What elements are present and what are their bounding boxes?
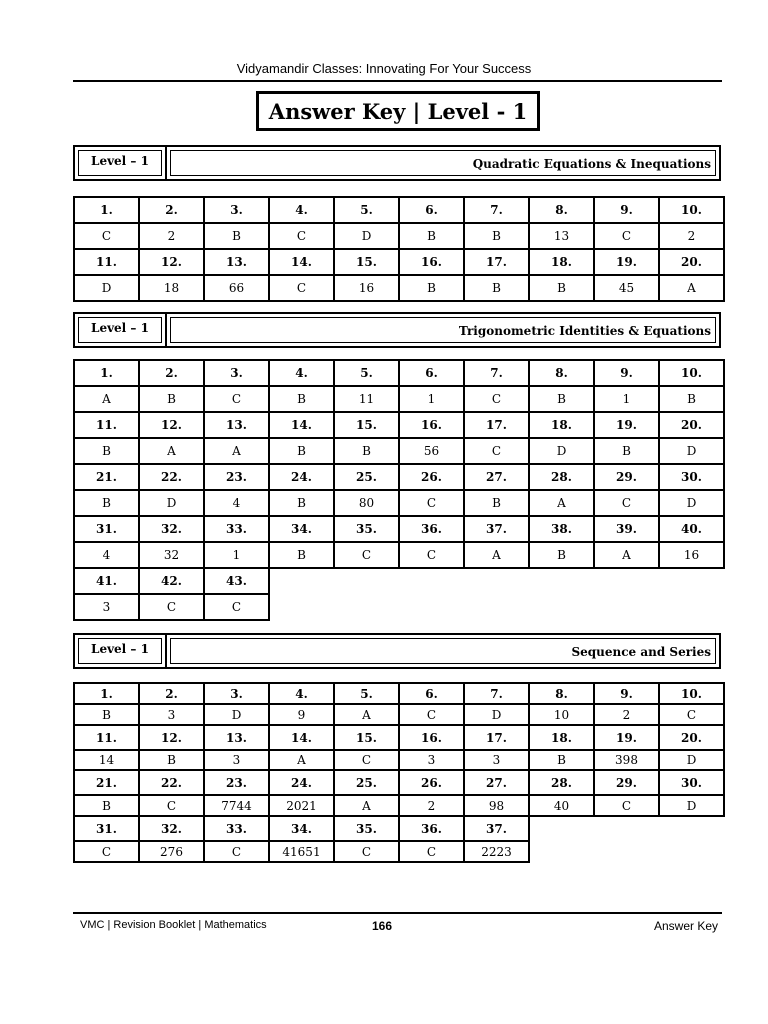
answer-cell: C bbox=[594, 795, 659, 816]
answer-grid-sequence bbox=[73, 682, 725, 863]
answer-cell: C bbox=[269, 275, 334, 301]
question-number-cell: 33. bbox=[204, 816, 269, 841]
answer-cell: D bbox=[334, 223, 399, 249]
topic-label: Trigonometric Identities & Equations bbox=[458, 324, 711, 338]
question-number-cell: 6. bbox=[399, 683, 464, 704]
answer-cell: C bbox=[204, 594, 269, 620]
page-header: Vidyamandir Classes: Innovating For Your Success bbox=[236, 61, 532, 76]
question-number-cell: 28. bbox=[529, 464, 594, 490]
answer-cell: B bbox=[529, 750, 594, 770]
question-number-cell: 15. bbox=[334, 725, 399, 750]
question-number-cell: 24. bbox=[269, 770, 334, 795]
answer-grid-trigonometric bbox=[73, 359, 725, 621]
question-number-cell: 1. bbox=[74, 683, 139, 704]
answer-cell: C bbox=[334, 750, 399, 770]
answer-cell: 2 bbox=[594, 704, 659, 725]
answer-cell: 56 bbox=[399, 438, 464, 464]
question-number-cell: 34. bbox=[269, 816, 334, 841]
answer-row bbox=[74, 386, 724, 412]
question-number-cell: 5. bbox=[334, 197, 399, 223]
answer-row bbox=[74, 750, 724, 770]
question-number-cell: 19. bbox=[594, 725, 659, 750]
answer-cell: D bbox=[204, 704, 269, 725]
question-number-cell: 39. bbox=[594, 516, 659, 542]
answer-cell: 3 bbox=[464, 750, 529, 770]
answer-cell: 4 bbox=[74, 542, 139, 568]
question-number-cell: 42. bbox=[139, 568, 204, 594]
section-header-quadratic bbox=[73, 145, 721, 181]
question-number-cell: 2. bbox=[139, 683, 204, 704]
footer-booklet: VMC | Revision Booklet | Mathematics bbox=[80, 919, 267, 931]
question-number-cell: 18. bbox=[529, 249, 594, 275]
question-number-cell: 4. bbox=[269, 683, 334, 704]
answer-cell: 2 bbox=[139, 223, 204, 249]
question-number-cell: 13. bbox=[204, 412, 269, 438]
answer-cell: D bbox=[139, 490, 204, 516]
answer-cell: 10 bbox=[529, 704, 594, 725]
question-number-cell: 14. bbox=[269, 725, 334, 750]
answer-row bbox=[74, 223, 724, 249]
answer-cell: B bbox=[334, 438, 399, 464]
answer-cell: 13 bbox=[529, 223, 594, 249]
footer-rule bbox=[73, 912, 722, 914]
answer-cell: C bbox=[399, 704, 464, 725]
answer-cell: C bbox=[594, 223, 659, 249]
question-number-cell: 35. bbox=[334, 816, 399, 841]
question-number-cell: 8. bbox=[529, 360, 594, 386]
answer-cell: B bbox=[464, 275, 529, 301]
question-number-cell: 17. bbox=[464, 725, 529, 750]
question-number-cell: 15. bbox=[334, 249, 399, 275]
question-number-row bbox=[74, 683, 724, 704]
answer-cell: C bbox=[594, 490, 659, 516]
question-number-cell: 25. bbox=[334, 770, 399, 795]
answer-cell: A bbox=[594, 542, 659, 568]
answer-cell: 3 bbox=[74, 594, 139, 620]
answer-cell: C bbox=[74, 841, 139, 862]
question-number-cell: 22. bbox=[139, 770, 204, 795]
question-number-cell: 17. bbox=[464, 412, 529, 438]
answer-cell: C bbox=[204, 386, 269, 412]
question-number-cell: 4. bbox=[269, 197, 334, 223]
answer-cell: B bbox=[74, 490, 139, 516]
question-number-cell: 41. bbox=[74, 568, 139, 594]
answer-cell: 1 bbox=[204, 542, 269, 568]
level-label: Level – 1 bbox=[91, 642, 149, 656]
question-number-cell: 20. bbox=[659, 725, 724, 750]
question-number-cell: 17. bbox=[464, 249, 529, 275]
question-number-cell: 11. bbox=[74, 249, 139, 275]
question-number-cell: 20. bbox=[659, 412, 724, 438]
question-number-cell: 16. bbox=[399, 249, 464, 275]
answer-cell: 14 bbox=[74, 750, 139, 770]
answer-cell: 3 bbox=[204, 750, 269, 770]
answer-cell: C bbox=[334, 542, 399, 568]
answer-cell: D bbox=[659, 750, 724, 770]
answer-cell: 9 bbox=[269, 704, 334, 725]
question-number-cell: 26. bbox=[399, 464, 464, 490]
answer-cell: 398 bbox=[594, 750, 659, 770]
question-number-cell: 12. bbox=[139, 249, 204, 275]
answer-cell: B bbox=[659, 386, 724, 412]
answer-row bbox=[74, 841, 724, 862]
answer-cell: B bbox=[204, 223, 269, 249]
answer-cell: D bbox=[659, 490, 724, 516]
answer-cell: 16 bbox=[659, 542, 724, 568]
answer-cell: 4 bbox=[204, 490, 269, 516]
answer-cell: A bbox=[74, 386, 139, 412]
question-number-row bbox=[74, 412, 724, 438]
answer-cell: C bbox=[659, 704, 724, 725]
question-number-cell: 23. bbox=[204, 464, 269, 490]
question-number-row bbox=[74, 249, 724, 275]
answer-row bbox=[74, 438, 724, 464]
answer-cell: B bbox=[139, 750, 204, 770]
question-number-cell: 27. bbox=[464, 464, 529, 490]
question-number-cell: 11. bbox=[74, 725, 139, 750]
question-number-cell: 5. bbox=[334, 360, 399, 386]
question-number-cell: 16. bbox=[399, 412, 464, 438]
question-number-cell: 40. bbox=[659, 516, 724, 542]
question-number-cell: 10. bbox=[659, 683, 724, 704]
answer-cell: 16 bbox=[334, 275, 399, 301]
answer-cell: D bbox=[464, 704, 529, 725]
question-number-row bbox=[74, 360, 724, 386]
topic-label: Quadratic Equations & Inequations bbox=[472, 157, 711, 171]
answer-cell: D bbox=[659, 795, 724, 816]
question-number-row bbox=[74, 816, 724, 841]
question-number-cell: 43. bbox=[204, 568, 269, 594]
answer-cell: A bbox=[204, 438, 269, 464]
answer-cell: C bbox=[139, 795, 204, 816]
answer-cell: C bbox=[399, 542, 464, 568]
question-number-cell: 38. bbox=[529, 516, 594, 542]
answer-row bbox=[74, 704, 724, 725]
question-number-cell: 33. bbox=[204, 516, 269, 542]
question-number-row bbox=[74, 725, 724, 750]
question-number-row bbox=[74, 464, 724, 490]
question-number-cell: 14. bbox=[269, 249, 334, 275]
answer-cell: A bbox=[334, 795, 399, 816]
answer-cell: 2223 bbox=[464, 841, 529, 862]
question-number-cell: 21. bbox=[74, 770, 139, 795]
question-number-cell: 18. bbox=[529, 412, 594, 438]
question-number-cell: 13. bbox=[204, 249, 269, 275]
question-number-cell: 21. bbox=[74, 464, 139, 490]
question-number-cell: 9. bbox=[594, 197, 659, 223]
question-number-row bbox=[74, 568, 724, 594]
question-number-cell: 31. bbox=[74, 816, 139, 841]
page-title: Answer Key | Level - 1 bbox=[268, 98, 528, 124]
question-number-cell: 12. bbox=[139, 725, 204, 750]
answer-cell: A bbox=[659, 275, 724, 301]
question-number-cell: 19. bbox=[594, 412, 659, 438]
answer-cell: B bbox=[269, 386, 334, 412]
answer-cell: B bbox=[74, 438, 139, 464]
question-number-cell: 22. bbox=[139, 464, 204, 490]
section-header-trigonometric bbox=[73, 312, 721, 348]
question-number-cell: 14. bbox=[269, 412, 334, 438]
question-number-cell: 34. bbox=[269, 516, 334, 542]
answer-cell: 2 bbox=[399, 795, 464, 816]
answer-cell: D bbox=[74, 275, 139, 301]
question-number-cell: 8. bbox=[529, 683, 594, 704]
question-number-row bbox=[74, 197, 724, 223]
question-number-cell: 29. bbox=[594, 464, 659, 490]
answer-cell: B bbox=[269, 438, 334, 464]
question-number-cell: 7. bbox=[464, 683, 529, 704]
question-number-cell: 4. bbox=[269, 360, 334, 386]
answer-cell: C bbox=[269, 223, 334, 249]
answer-cell: B bbox=[74, 704, 139, 725]
answer-row bbox=[74, 490, 724, 516]
topic-label: Sequence and Series bbox=[571, 645, 711, 659]
question-number-cell: 19. bbox=[594, 249, 659, 275]
answer-cell: B bbox=[529, 275, 594, 301]
answer-row bbox=[74, 795, 724, 816]
answer-cell: B bbox=[269, 490, 334, 516]
answer-cell: A bbox=[334, 704, 399, 725]
answer-cell: C bbox=[399, 841, 464, 862]
question-number-cell: 36. bbox=[399, 516, 464, 542]
question-number-cell: 1. bbox=[74, 197, 139, 223]
answer-cell: 2 bbox=[659, 223, 724, 249]
answer-cell: C bbox=[204, 841, 269, 862]
answer-cell: 80 bbox=[334, 490, 399, 516]
answer-row bbox=[74, 594, 724, 620]
question-number-cell: 3. bbox=[204, 197, 269, 223]
answer-cell: B bbox=[594, 438, 659, 464]
question-number-cell: 30. bbox=[659, 770, 724, 795]
question-number-cell: 8. bbox=[529, 197, 594, 223]
answer-grid-quadratic bbox=[73, 196, 725, 302]
question-number-cell: 23. bbox=[204, 770, 269, 795]
question-number-cell: 27. bbox=[464, 770, 529, 795]
question-number-row bbox=[74, 770, 724, 795]
question-number-cell: 16. bbox=[399, 725, 464, 750]
answer-cell: 45 bbox=[594, 275, 659, 301]
answer-cell: C bbox=[399, 490, 464, 516]
answer-row bbox=[74, 275, 724, 301]
question-number-cell: 10. bbox=[659, 360, 724, 386]
answer-cell: C bbox=[464, 386, 529, 412]
footer-answer-key: Answer Key bbox=[653, 919, 718, 933]
answer-cell: 41651 bbox=[269, 841, 334, 862]
answer-cell: B bbox=[269, 542, 334, 568]
question-number-cell: 6. bbox=[399, 360, 464, 386]
section-header-sequence bbox=[73, 633, 721, 669]
answer-cell: 40 bbox=[529, 795, 594, 816]
header-rule bbox=[73, 80, 722, 82]
question-number-cell: 3. bbox=[204, 683, 269, 704]
answer-cell: 66 bbox=[204, 275, 269, 301]
answer-cell: 18 bbox=[139, 275, 204, 301]
answer-cell: B bbox=[399, 223, 464, 249]
question-number-cell: 31. bbox=[74, 516, 139, 542]
answer-cell: A bbox=[464, 542, 529, 568]
question-number-cell: 11. bbox=[74, 412, 139, 438]
question-number-cell: 6. bbox=[399, 197, 464, 223]
answer-cell: C bbox=[464, 438, 529, 464]
answer-cell: 2021 bbox=[269, 795, 334, 816]
question-number-cell: 30. bbox=[659, 464, 724, 490]
question-number-cell: 37. bbox=[464, 516, 529, 542]
question-number-row bbox=[74, 516, 724, 542]
answer-cell: A bbox=[529, 490, 594, 516]
answer-cell: B bbox=[529, 542, 594, 568]
question-number-cell: 13. bbox=[204, 725, 269, 750]
question-number-cell: 15. bbox=[334, 412, 399, 438]
answer-cell: B bbox=[464, 223, 529, 249]
answer-cell: 3 bbox=[139, 704, 204, 725]
question-number-cell: 18. bbox=[529, 725, 594, 750]
answer-cell: 7744 bbox=[204, 795, 269, 816]
question-number-cell: 25. bbox=[334, 464, 399, 490]
level-label: Level – 1 bbox=[91, 154, 149, 168]
answer-cell: 276 bbox=[139, 841, 204, 862]
question-number-cell: 32. bbox=[139, 816, 204, 841]
question-number-cell: 35. bbox=[334, 516, 399, 542]
answer-cell: 1 bbox=[594, 386, 659, 412]
answer-cell: 1 bbox=[399, 386, 464, 412]
answer-cell: B bbox=[529, 386, 594, 412]
question-number-cell: 37. bbox=[464, 816, 529, 841]
answer-cell: 98 bbox=[464, 795, 529, 816]
question-number-cell: 29. bbox=[594, 770, 659, 795]
answer-cell: A bbox=[269, 750, 334, 770]
answer-cell: B bbox=[399, 275, 464, 301]
answer-row bbox=[74, 542, 724, 568]
question-number-cell: 36. bbox=[399, 816, 464, 841]
answer-cell: C bbox=[139, 594, 204, 620]
level-label: Level – 1 bbox=[91, 321, 149, 335]
question-number-cell: 9. bbox=[594, 360, 659, 386]
answer-cell: 3 bbox=[399, 750, 464, 770]
question-number-cell: 20. bbox=[659, 249, 724, 275]
question-number-cell: 7. bbox=[464, 360, 529, 386]
question-number-cell: 2. bbox=[139, 360, 204, 386]
question-number-cell: 26. bbox=[399, 770, 464, 795]
answer-cell: B bbox=[74, 795, 139, 816]
question-number-cell: 10. bbox=[659, 197, 724, 223]
question-number-cell: 5. bbox=[334, 683, 399, 704]
answer-cell: D bbox=[659, 438, 724, 464]
page-number: 166 bbox=[372, 919, 393, 933]
question-number-cell: 1. bbox=[74, 360, 139, 386]
question-number-cell: 3. bbox=[204, 360, 269, 386]
answer-cell: 11 bbox=[334, 386, 399, 412]
answer-key-title-box bbox=[256, 91, 540, 131]
question-number-cell: 2. bbox=[139, 197, 204, 223]
question-number-cell: 32. bbox=[139, 516, 204, 542]
answer-cell: A bbox=[139, 438, 204, 464]
answer-cell: C bbox=[74, 223, 139, 249]
question-number-cell: 7. bbox=[464, 197, 529, 223]
question-number-cell: 24. bbox=[269, 464, 334, 490]
question-number-cell: 28. bbox=[529, 770, 594, 795]
answer-cell: C bbox=[334, 841, 399, 862]
answer-cell: 32 bbox=[139, 542, 204, 568]
answer-cell: D bbox=[529, 438, 594, 464]
question-number-cell: 9. bbox=[594, 683, 659, 704]
answer-cell: B bbox=[139, 386, 204, 412]
answer-cell: B bbox=[464, 490, 529, 516]
question-number-cell: 12. bbox=[139, 412, 204, 438]
